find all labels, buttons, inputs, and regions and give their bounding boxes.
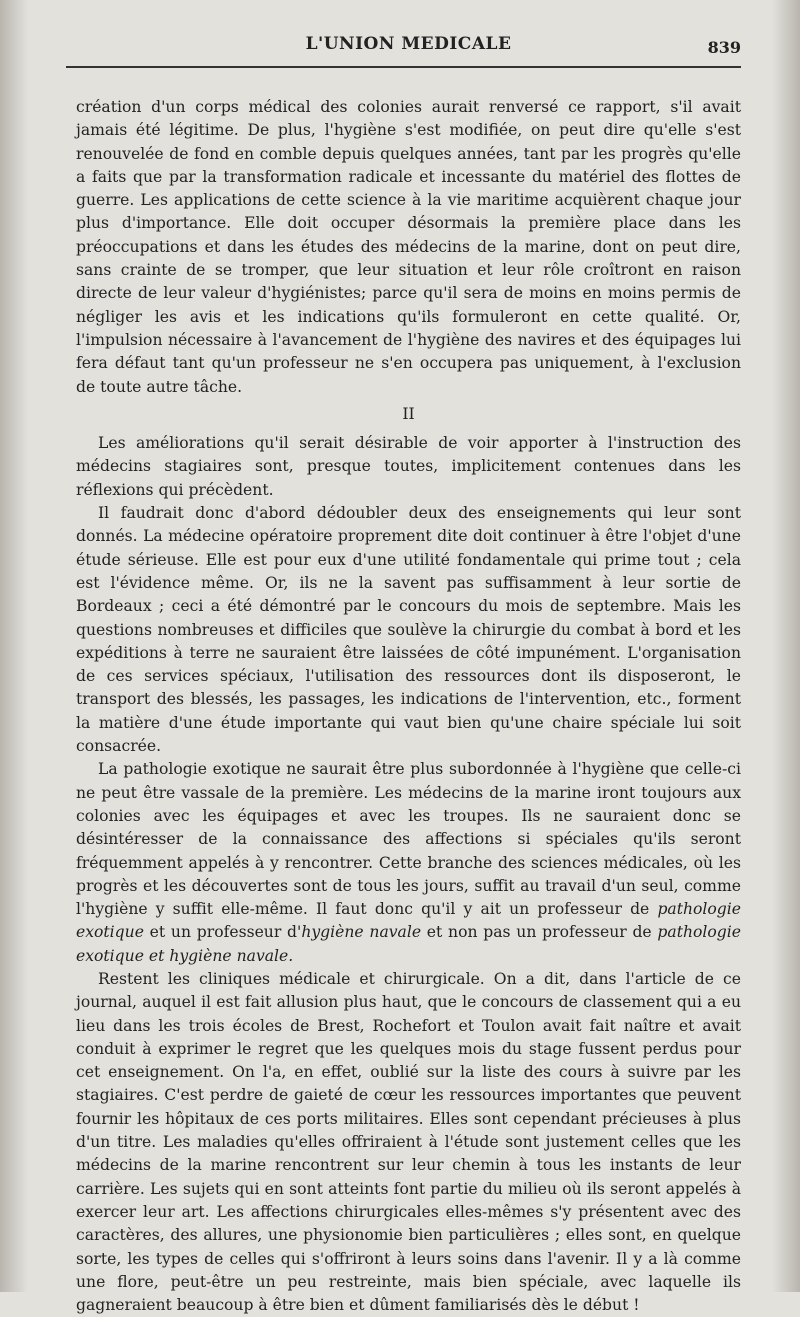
paragraph-4	[76, 758, 741, 968]
paragraph-4-text-b: et un professeur d'	[143, 923, 302, 942]
page-number: 839	[707, 38, 741, 57]
running-title: L'UNION MEDICALE	[305, 34, 512, 54]
paragraph-4-italic-3: pathologie exotique et hygiène navale.	[76, 923, 741, 965]
page	[76, 28, 741, 1317]
paragraph-1: création d'un corps médical des colonies aurait renversé ce rapport, s'il avait jamais été légitime. De plus, l'hygiène s'est modifiée, on peut dire qu'elle s'est renouvelée de fond en comble depuis quelques années, tant par les progrès qu'elle a faits que par la transformation radicale et incessante du matériel des flottes de guerre. Les applications de cette science à la vie maritime acquièrent chaque jour plus d'importance. Elle doit occuper désormais la première place dans les préoccupations et dans les études des médecins de la marine, dont on peut dire, sans crainte de se tromper, que leur situation et leur rôle croîtront en raison directe de leur valeur d'hygiénistes; parce qu'il sera de moins en moins permis de négliger les avis et les indications qu'ils formuleront en cette qualité. Or, l'impulsion nécessaire à l'avancement de l'hygiène des navires et des équipages lui fera défaut tant qu'un professeur ne s'en occupera pas uniquement, à l'exclusion de toute autre tâche.	[76, 98, 741, 396]
section-number: II	[402, 404, 415, 423]
scan-edge-left	[0, 0, 28, 1292]
paragraph-2: Les améliorations qu'il serait désirable de voir apporter à l'instruction des médecins stagiaires sont, presque toutes, implicitement contenues dans les réflexions qui précèdent.	[76, 434, 741, 499]
paragraph-3: Il faudrait donc d'abord dédoubler deux des enseignements qui leur sont donnés. La médecine opératoire proprement dite doit continuer à être l'objet d'une étude sérieuse. Elle est pour eux d'une utilité fondamentale qui prime tout ; cela est l'évidence même. Or, ils ne la savent pas suffisamment à leur sortie de Bordeaux ; ceci a été démontré par le concours du mois de septembre. Mais les questions nombreuses et difficiles que soulève la chirurgie du combat à bord et les expéditions à terre ne sauraient être laissées de côté impunément. L'organisation de ces services spéciaux, l'utilisation des ressources dont ils disposeront, le transport des blessés, les passages, les indications de l'intervention, etc., forment la matière d'une étude importante qui vaut bien qu'une chaire spéciale lui soit consacrée.	[76, 504, 741, 756]
header-rule	[66, 66, 741, 68]
paragraph-4-italic-1: pathologie exotique	[76, 900, 741, 942]
paragraph-5: Restent les cliniques médicale et chirurgicale. On a dit, dans l'article de ce journal, auquel il est fait allusion plus haut, que le concours de classement qui a eu lieu dans les trois écoles de Brest, Rochefort et Toulon avait fait naître et avait conduit à exprimer le regret que les quelques mois du stage fussent perdus pour cet enseignement. On l'a, en effet, oublié sur la liste des cours à suivre par les stagiaires. C'est perdre de gaieté de cœur les ressources importantes que peuvent fournir les hôpitaux de ces ports militaires. Elles sont cependant précieuses à plus d'un titre. Les maladies qu'elles offriraient à l'étude sont justement celles que les médecins de la marine rencontrent sur leur chemin à tous les instants de leur carrière. Les sujets qui en sont atteints font partie du milieu où ils seront appelés à exercer leur art. Les affections chirurgicales elles-mêmes s'y présentent avec des caractères, des allures, une physionomie bien particulières ; elles sont, en quelque sorte, les types de celles qui s'offriront à leurs soins dans l'avenir. Il y a là comme une flore, peut-être un peu restreinte, mais bien spéciale, avec laquelle ils gagneraient beaucoup à être bien et dûment familiarisés dès le début !	[76, 969, 741, 1315]
scan-edge-right	[772, 0, 800, 1292]
article-body	[76, 96, 741, 1317]
page-header	[76, 28, 741, 68]
paragraph-4-text-c: et non pas un professeur de	[421, 923, 658, 942]
paragraph-4-text-a: La pathologie exotique ne saurait être plus subordonnée à l'hygiène que celle-ci ne peut être vassale de la première. Les médecins de la marine iront toujours aux colonies avec les équipages et avec les troupes. Ils ne sauraient donc se désintéresser de la connaissance des affections si spéciales qu'ils seront fréquemment appelés à y rencontrer. Cette branche des sciences médicales, où les progrès et les découvertes sont de tous les jours, suffit au travail d'un seul, comme l'hygiène y suffit elle-même. Il faut donc qu'il y ait un professeur de	[76, 760, 741, 919]
paragraph-4-italic-2: hygiène navale	[301, 923, 422, 942]
